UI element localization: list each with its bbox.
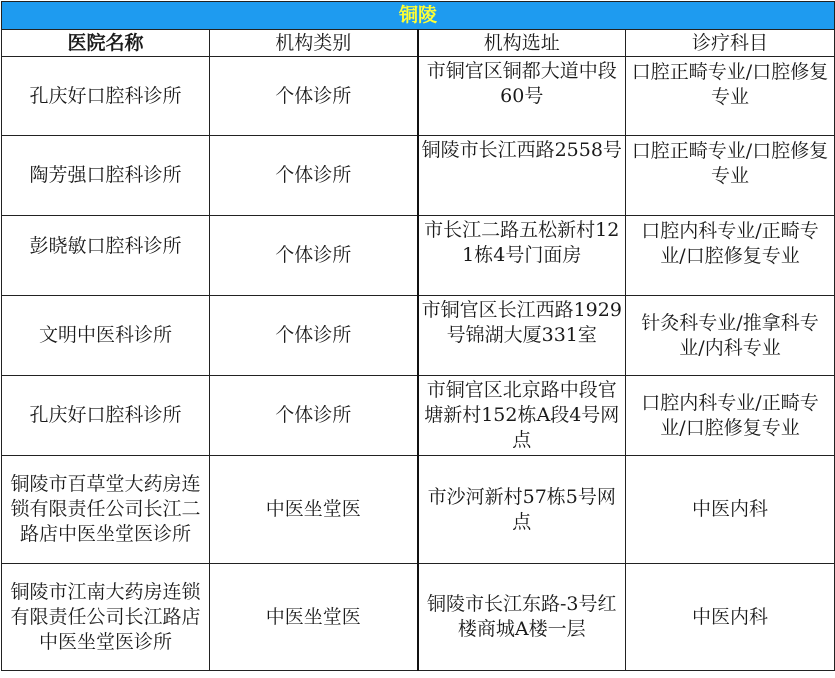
header-row xyxy=(2,30,835,57)
cell-dept: 针灸科专业/推拿科专业/内科专业 xyxy=(626,296,835,376)
header-name: 医院名称 xyxy=(2,30,210,57)
cell-address: 铜陵市长江西路2558号 xyxy=(418,136,626,216)
table-row xyxy=(2,136,835,216)
cell-address: 市铜官区长江西路1929号锦湖大厦331室 xyxy=(418,296,626,376)
title-row xyxy=(2,2,835,30)
cell-address: 市铜官区铜都大道中段60号 xyxy=(418,57,626,136)
cell-dept: 中医内科 xyxy=(626,456,835,564)
cell-type: 个体诊所 xyxy=(210,376,418,456)
cell-name: 孔庆好口腔科诊所 xyxy=(2,376,210,456)
cell-dept: 口腔正畸专业/口腔修复专业 xyxy=(626,57,835,136)
clinic-table-sheet xyxy=(1,1,834,677)
cell-type: 个体诊所 xyxy=(210,57,418,136)
cell-address: 市铜官区北京路中段官塘新村152栋A段4号网点 xyxy=(418,376,626,456)
cell-address: 市长江二路五松新村121栋4号门面房 xyxy=(418,216,626,296)
table-row xyxy=(2,296,835,376)
clinic-table xyxy=(1,1,835,671)
region-title: 铜陵 xyxy=(2,2,835,30)
table-row xyxy=(2,564,835,671)
table-row xyxy=(2,376,835,456)
cell-dept: 口腔正畸专业/口腔修复专业 xyxy=(626,136,835,216)
cell-type: 个体诊所 xyxy=(210,216,418,296)
cell-type: 个体诊所 xyxy=(210,136,418,216)
cell-name: 文明中医科诊所 xyxy=(2,296,210,376)
header-dept: 诊疗科目 xyxy=(626,30,835,57)
cell-name: 铜陵市百草堂大药房连锁有限责任公司长江二路店中医坐堂医诊所 xyxy=(2,456,210,564)
header-type: 机构类别 xyxy=(210,30,418,57)
table-row xyxy=(2,456,835,564)
cell-dept: 口腔内科专业/正畸专业/口腔修复专业 xyxy=(626,376,835,456)
cell-dept: 中医内科 xyxy=(626,564,835,671)
table-row xyxy=(2,57,835,136)
cell-name: 铜陵市江南大药房连锁有限责任公司长江路店中医坐堂医诊所 xyxy=(2,564,210,671)
cell-dept: 口腔内科专业/正畸专业/口腔修复专业 xyxy=(626,216,835,296)
cell-type: 中医坐堂医 xyxy=(210,456,418,564)
cell-address: 市沙河新村57栋5号网点 xyxy=(418,456,626,564)
header-address: 机构选址 xyxy=(418,30,626,57)
cell-name: 陶芳强口腔科诊所 xyxy=(2,136,210,216)
cell-type: 中医坐堂医 xyxy=(210,564,418,671)
cell-type: 个体诊所 xyxy=(210,296,418,376)
table-row xyxy=(2,216,835,296)
cell-name: 彭晓敏口腔科诊所 xyxy=(2,216,210,296)
cell-address: 铜陵市长江东路-3号红楼商城A楼一层 xyxy=(418,564,626,671)
cell-name: 孔庆好口腔科诊所 xyxy=(2,57,210,136)
